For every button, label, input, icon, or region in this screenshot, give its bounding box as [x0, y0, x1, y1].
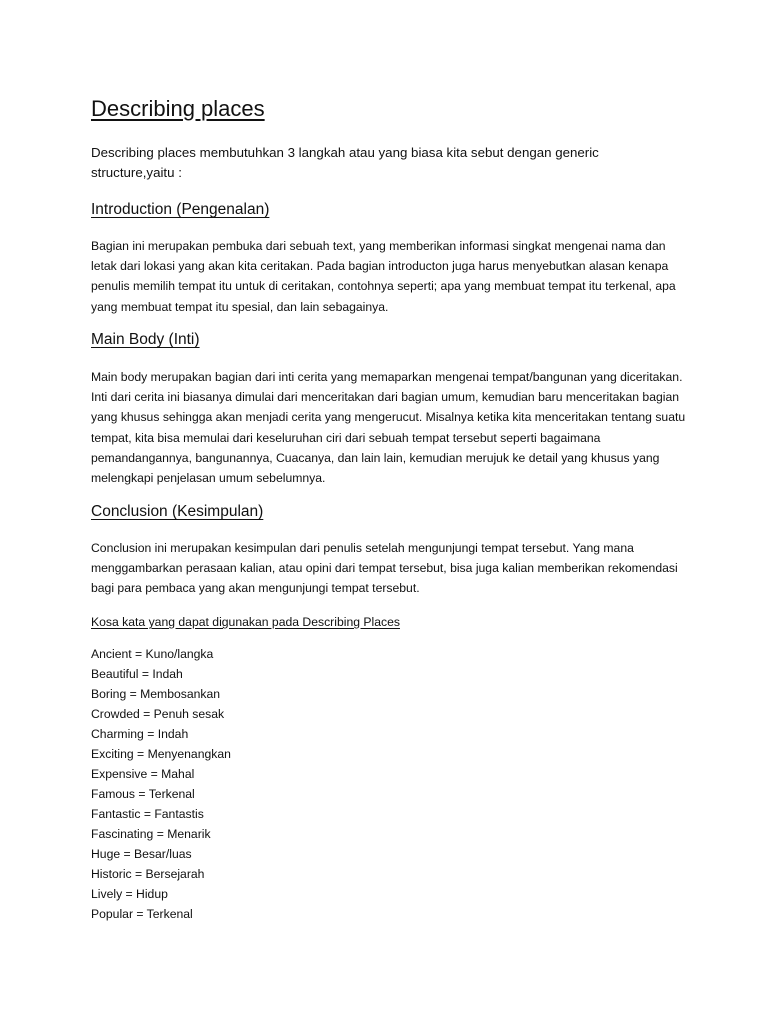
vocab-item: Crowded = Penuh sesak: [91, 707, 225, 721]
section-heading-introduction: Introduction (Pengenalan): [91, 201, 270, 218]
vocab-item: Famous = Terkenal: [91, 787, 195, 801]
vocab-item: Fantastic = Fantastis: [91, 807, 204, 821]
section-heading-conclusion: Conclusion (Kesimpulan): [91, 503, 264, 520]
vocab-item: Ancient = Kuno/langka: [91, 647, 214, 661]
document-title: Describing places: [91, 96, 265, 121]
intro-paragraph: Describing places membutuhkan 3 langkah atau yang biasa kita sebut dengan generic structure,yaitu :: [91, 145, 599, 180]
vocab-item: Popular = Terkenal: [91, 907, 193, 921]
vocab-item: Charming = Indah: [91, 727, 189, 741]
vocab-item: Huge = Besar/luas: [91, 847, 192, 861]
section-body-introduction: Bagian ini merupakan pembuka dari sebuah text, yang memberikan informasi singkat mengenai nama dan letak dari lokasi yang akan kita ceritakan. Pada bagian introducton juga harus menyebutkan alasan kenapa penulis memilih tempat itu untuk di ceritakan, contohnya seperti; apa yang membuat tempat itu terkenal, apa yang membuat tempat itu spesial, dan lain sebagainya.: [91, 239, 676, 314]
vocab-item: Lively = Hidup: [91, 887, 168, 901]
section-heading-main-body: Main Body (Inti): [91, 331, 200, 348]
vocab-heading: Kosa kata yang dapat digunakan pada Describing Places: [91, 615, 400, 629]
vocab-item: Historic = Bersejarah: [91, 867, 205, 881]
vocab-item: Exciting = Menyenangkan: [91, 747, 231, 761]
section-body-main-body: Main body merupakan bagian dari inti cerita yang memaparkan mengenai tempat/bangunan yang diceritakan. Inti dari cerita ini biasanya dimulai dari menceritakan dari bagian umum, kemudian baru menceritakan bagian yang khusus sehingga akan menjadi cerita yang mengerucut. Misalnya ketika kita menceritakan tentang suatu tempat, kita bisa memulai dari keseluruhan ciri dari sebuah tempat tersebut seperti bagaimana pemandangannya, bangunannya, Cuacanya, dan lain lain, kemudian merujuk ke detail yang khusus yang melengkapi penjelasan umum sebelumnya.: [91, 370, 686, 486]
vocab-list: [91, 644, 231, 924]
vocab-item: Expensive = Mahal: [91, 767, 195, 781]
vocab-item: Boring = Membosankan: [91, 687, 221, 701]
vocab-item: Fascinating = Menarik: [91, 827, 211, 841]
section-body-conclusion: Conclusion ini merupakan kesimpulan dari penulis setelah mengunjungi tempat tersebut. Yang mana menggambarkan perasaan kalian, atau opini dari tempat tersebut, bisa juga kalian memberikan rekomendasi bagi para pembaca yang akan mengunjungi tempat tersebut.: [91, 541, 678, 596]
vocab-item: Beautiful = Indah: [91, 667, 183, 681]
